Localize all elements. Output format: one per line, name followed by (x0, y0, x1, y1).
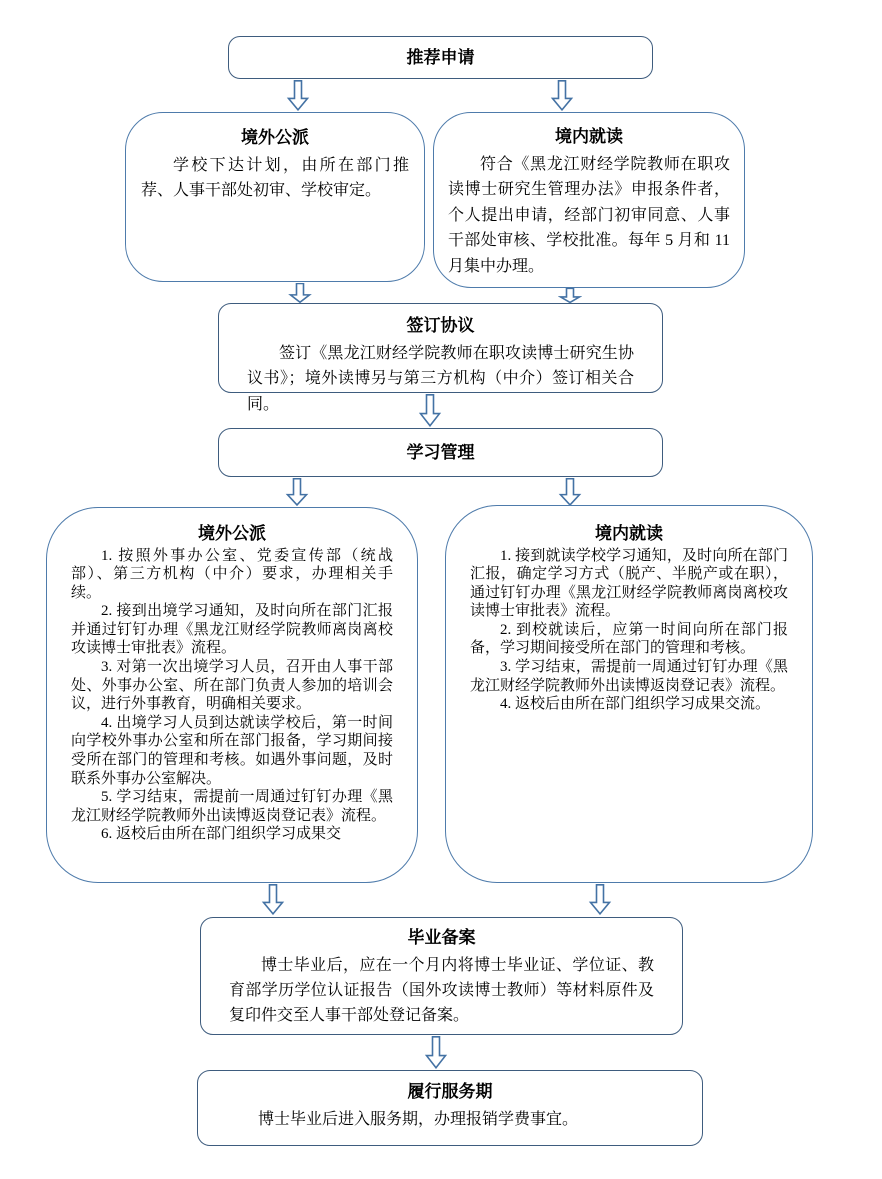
overseas-detail-item-2: 2. 接到出境学习通知，及时向所在部门汇报并通过钉钉办理《黑龙江财经学院教师离岗离校攻读博士审批表》流程。 (71, 603, 393, 657)
domestic-detail-item-2: 2. 到校就读后，应第一时间向所在部门报备，学习期间接受所在部门的管理和考核。 (470, 621, 788, 657)
arrow-down-study-to-domestic-detail-icon (558, 478, 582, 506)
node-domestic-study-detail (445, 505, 813, 883)
node-sign-agreement-body: 签订《黑龙江财经学院教师在职攻读博士研究生协议书》；境外读博另与第三方机构（中介）签订相关合同。 (247, 344, 634, 413)
arrow-down-domestic-to-agreement-icon (558, 288, 582, 303)
node-overseas-dispatch-apply (125, 112, 425, 282)
overseas-detail-item-3: 3. 对第一次出境学习人员，召开由人事干部处、外事办公室、所在部门负责人参加的培训会议，进行外事教育，明确相关要求。 (71, 659, 393, 713)
node-sign-agreement-title: 签订协议 (406, 316, 475, 335)
overseas-detail-item-1: 1. 按照外事办公室、党委宣传部（统战部）、第三方机构（中介）要求，办理相关手续。 (71, 547, 393, 601)
node-service-period (197, 1070, 703, 1146)
node-domestic-study-apply-body: 符合《黑龙江财经学院教师在职攻读博士研究生管理办法》申报条件者，个人提出申请，经部门初审同意、人事干部处审核、学校批准。每年 5 月和 11 月集中办理。 (448, 155, 730, 275)
arrow-down-study-to-overseas-detail-icon (285, 478, 309, 506)
arrow-down-recommend-to-overseas-icon (286, 80, 310, 111)
node-graduation-filing (200, 917, 683, 1035)
node-study-management (218, 428, 663, 477)
node-overseas-dispatch-detail (46, 507, 418, 883)
node-recommend-apply (228, 36, 653, 79)
node-overseas-dispatch-detail-title: 境外公派 (198, 524, 266, 543)
arrow-down-graduation-to-service-icon (424, 1036, 448, 1069)
arrow-down-agreement-to-study-icon (418, 394, 442, 427)
overseas-detail-item-5: 5. 学习结束，需提前一周通过钉钉办理《黑龙江财经学院教师外出读博返岗登记表》流程。 (71, 789, 393, 824)
arrow-down-overseas-detail-to-graduation-icon (261, 884, 285, 915)
overseas-detail-item-4: 4. 出境学习人员到达就读学校后，第一时间向学校外事办公室和所在部门报备，学习期间接受所在部门的管理和考核。如遇外事问题，及时联系外事办公室解决。 (71, 714, 393, 787)
node-service-period-title: 履行服务期 (407, 1082, 493, 1101)
node-study-management-title: 学习管理 (406, 442, 475, 462)
node-sign-agreement (218, 303, 663, 413)
domestic-detail-item-1: 1. 接到就读学校学习通知，及时向所在部门汇报，确定学习方式（脱产、半脱产或在职），通过钉钉办理《黑龙江财经学院教师离岗离校攻读博士审批表》流程。 (470, 547, 788, 620)
node-domestic-study-detail-title: 境内就读 (595, 524, 663, 543)
arrow-down-recommend-to-domestic-icon (550, 80, 574, 111)
node-overseas-dispatch-apply-title: 境外公派 (241, 128, 309, 147)
node-graduation-filing-title: 毕业备案 (407, 928, 476, 947)
node-domestic-study-apply-title: 境内就读 (555, 127, 623, 146)
domestic-detail-item-3: 3. 学习结束，需提前一周通过钉钉办理《黑龙江财经学院教师外出读博返岗登记表》流程。 (470, 659, 788, 694)
arrow-down-overseas-to-agreement-icon (288, 283, 312, 303)
node-overseas-dispatch-apply-body: 学校下达计划，由所在部门推荐、人事干部处初审、学校审定。 (141, 156, 409, 200)
overseas-detail-item-6: 6. 返校后由所在部门组织学习成果交 (101, 826, 342, 843)
node-domestic-study-apply (433, 112, 745, 288)
node-recommend-apply-title: 推荐申请 (406, 47, 475, 67)
domestic-detail-item-4: 4. 返校后由所在部门组织学习成果交流。 (500, 696, 771, 713)
arrow-down-domestic-detail-to-graduation-icon (588, 884, 612, 915)
node-graduation-filing-body: 博士毕业后，应在一个月内将博士毕业证、学位证、教育部学历学位认证报告（国外攻读博士教师）等材料原件及复印件交至人事干部处登记备案。 (229, 956, 654, 1025)
node-service-period-body: 博士毕业后进入服务期，办理报销学费事宜。 (258, 1110, 579, 1128)
